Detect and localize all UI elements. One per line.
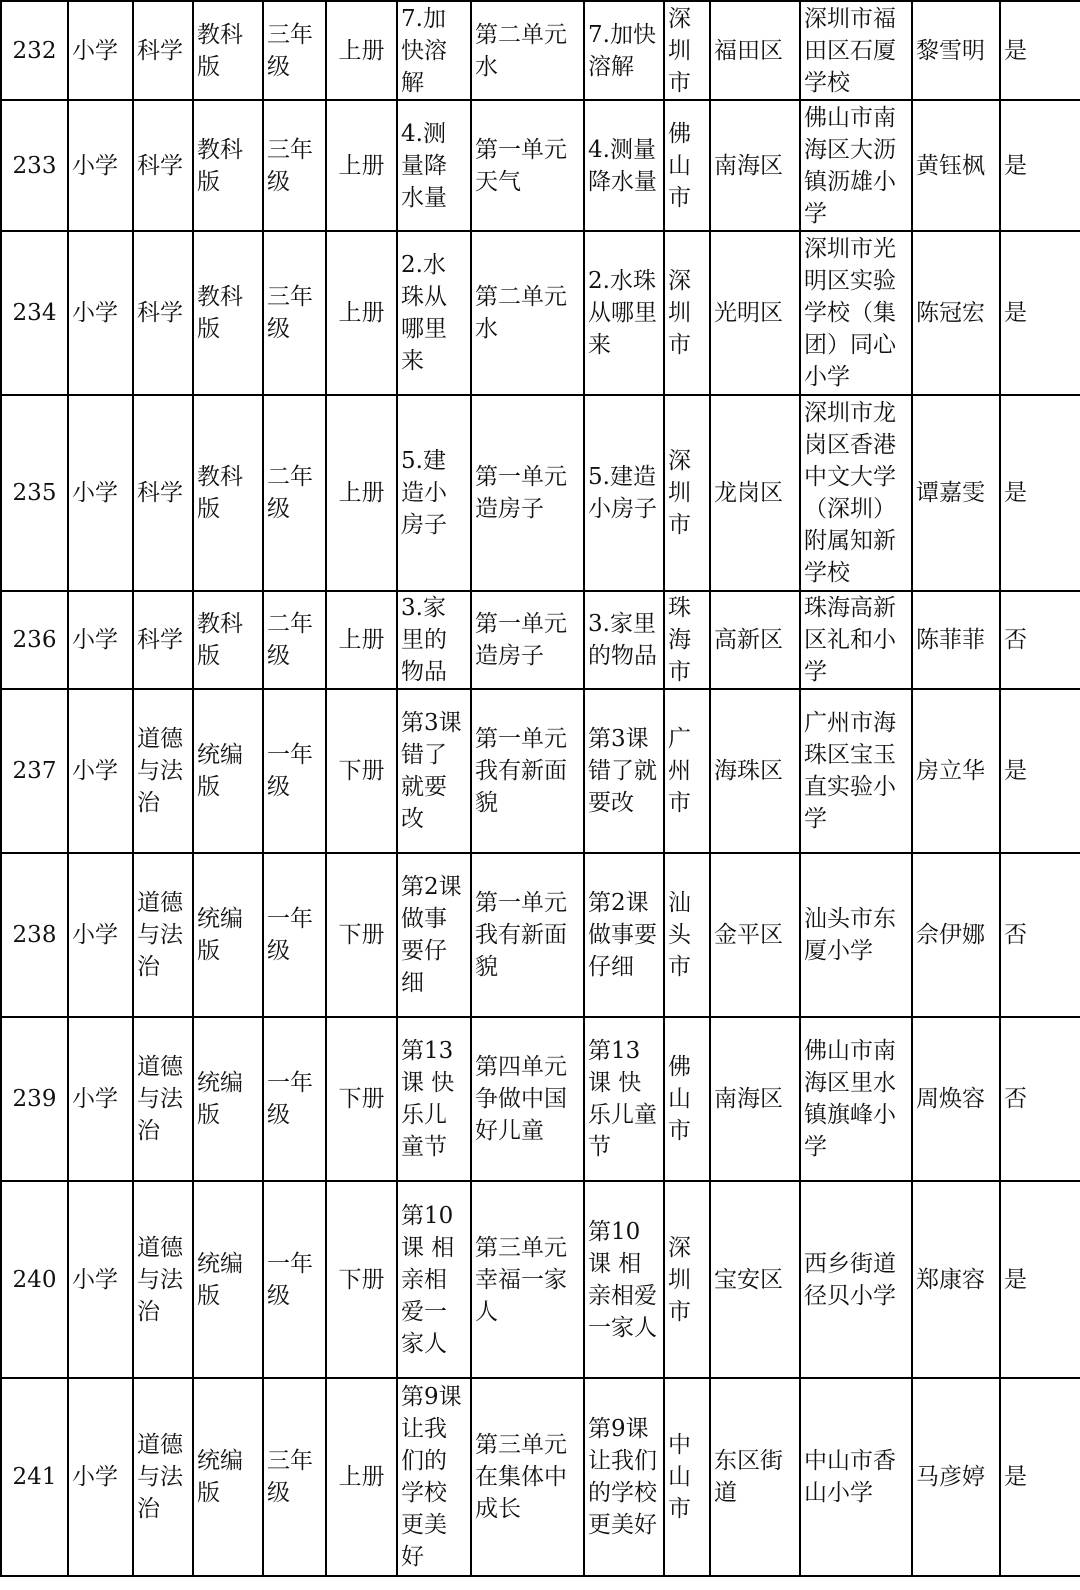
lesson-title: 第13课 快乐儿童节 xyxy=(397,1017,471,1181)
city: 深圳市 xyxy=(664,1,710,100)
lesson-title: 5.建造小房子 xyxy=(397,395,471,591)
school-name: 深圳市龙岗区香港中文大学（深圳）附属知新学校 xyxy=(800,395,912,591)
grade: 一年级 xyxy=(263,689,326,853)
school-name: 广州市海珠区宝玉直实验小学 xyxy=(800,689,912,853)
school-name: 西乡街道径贝小学 xyxy=(800,1181,912,1378)
yes-no-flag: 是 xyxy=(1000,395,1080,591)
district: 南海区 xyxy=(710,100,800,231)
district: 南海区 xyxy=(710,1017,800,1181)
volume: 上册 xyxy=(326,1378,397,1576)
district: 龙岗区 xyxy=(710,395,800,591)
teacher-name: 周焕容 xyxy=(912,1017,1000,1181)
grade: 三年级 xyxy=(263,231,326,395)
row-number: 237 xyxy=(1,689,68,853)
table-row xyxy=(1,395,1080,591)
city: 深圳市 xyxy=(664,1181,710,1378)
table-row xyxy=(1,1017,1080,1181)
city: 深圳市 xyxy=(664,231,710,395)
school-stage: 小学 xyxy=(68,689,133,853)
district: 福田区 xyxy=(710,1,800,100)
textbook-version: 教科版 xyxy=(193,395,263,591)
yes-no-flag: 是 xyxy=(1000,100,1080,231)
grade: 三年级 xyxy=(263,1378,326,1576)
volume: 上册 xyxy=(326,100,397,231)
yes-no-flag: 是 xyxy=(1000,1378,1080,1576)
school-name: 深圳市光明区实验学校（集团）同心小学 xyxy=(800,231,912,395)
unit-title: 第一单元 我有新面貌 xyxy=(471,853,584,1017)
school-stage: 小学 xyxy=(68,1017,133,1181)
yes-no-flag: 是 xyxy=(1000,689,1080,853)
teacher-name: 佘伊娜 xyxy=(912,853,1000,1017)
lesson-title-repeat: 第13课 快乐儿童节 xyxy=(584,1017,664,1181)
school-name: 深圳市福田区石厦学校 xyxy=(800,1,912,100)
subject: 道德与法治 xyxy=(133,689,193,853)
volume: 下册 xyxy=(326,1181,397,1378)
unit-title: 第二单元水 xyxy=(471,1,584,100)
row-number: 236 xyxy=(1,591,68,689)
table-row xyxy=(1,1181,1080,1378)
unit-title: 第二单元水 xyxy=(471,231,584,395)
lesson-title-repeat: 2.水珠从哪里来 xyxy=(584,231,664,395)
district: 高新区 xyxy=(710,591,800,689)
lesson-title-repeat: 5.建造小房子 xyxy=(584,395,664,591)
table-row xyxy=(1,1,1080,100)
teacher-name: 陈菲菲 xyxy=(912,591,1000,689)
lesson-title-repeat: 第2课 做事要仔细 xyxy=(584,853,664,1017)
city: 汕头市 xyxy=(664,853,710,1017)
lesson-title: 第10课 相亲相爱一家人 xyxy=(397,1181,471,1378)
table-row xyxy=(1,231,1080,395)
school-stage: 小学 xyxy=(68,395,133,591)
yes-no-flag: 否 xyxy=(1000,853,1080,1017)
school-stage: 小学 xyxy=(68,853,133,1017)
school-stage: 小学 xyxy=(68,100,133,231)
school-name: 汕头市东厦小学 xyxy=(800,853,912,1017)
row-number: 232 xyxy=(1,1,68,100)
grade: 一年级 xyxy=(263,1181,326,1378)
subject: 道德与法治 xyxy=(133,853,193,1017)
teacher-name: 郑康容 xyxy=(912,1181,1000,1378)
lesson-title: 第2课 做事要仔细 xyxy=(397,853,471,1017)
school-stage: 小学 xyxy=(68,1378,133,1576)
school-stage: 小学 xyxy=(68,231,133,395)
district: 金平区 xyxy=(710,853,800,1017)
lesson-title: 7.加快溶解 xyxy=(397,1,471,100)
textbook-version: 教科版 xyxy=(193,591,263,689)
teacher-name: 黄钰枫 xyxy=(912,100,1000,231)
city: 中山市 xyxy=(664,1378,710,1576)
city: 佛山市 xyxy=(664,100,710,231)
grade: 三年级 xyxy=(263,100,326,231)
school-stage: 小学 xyxy=(68,591,133,689)
volume: 上册 xyxy=(326,591,397,689)
lesson-title-repeat: 4.测量降水量 xyxy=(584,100,664,231)
school-stage: 小学 xyxy=(68,1181,133,1378)
lesson-title-repeat: 7.加快溶解 xyxy=(584,1,664,100)
table-row xyxy=(1,591,1080,689)
textbook-version: 教科版 xyxy=(193,231,263,395)
subject: 科学 xyxy=(133,100,193,231)
subject: 科学 xyxy=(133,591,193,689)
teacher-name: 陈冠宏 xyxy=(912,231,1000,395)
volume: 下册 xyxy=(326,853,397,1017)
school-name: 佛山市南海区大沥镇沥雄小学 xyxy=(800,100,912,231)
row-number: 235 xyxy=(1,395,68,591)
subject: 道德与法治 xyxy=(133,1378,193,1576)
textbook-version: 统编版 xyxy=(193,1181,263,1378)
subject: 科学 xyxy=(133,1,193,100)
school-stage: 小学 xyxy=(68,1,133,100)
unit-title: 第一单元造房子 xyxy=(471,395,584,591)
teacher-name: 黎雪明 xyxy=(912,1,1000,100)
city: 广州市 xyxy=(664,689,710,853)
table-row xyxy=(1,100,1080,231)
lesson-title: 第3课 错了就要改 xyxy=(397,689,471,853)
textbook-version: 统编版 xyxy=(193,1017,263,1181)
grade: 二年级 xyxy=(263,591,326,689)
lesson-title-repeat: 3.家里的物品 xyxy=(584,591,664,689)
volume: 下册 xyxy=(326,1017,397,1181)
table-row xyxy=(1,1378,1080,1576)
teacher-name: 谭嘉雯 xyxy=(912,395,1000,591)
district: 海珠区 xyxy=(710,689,800,853)
yes-no-flag: 是 xyxy=(1000,1,1080,100)
school-name: 珠海高新区礼和小学 xyxy=(800,591,912,689)
unit-title: 第三单元在集体中成长 xyxy=(471,1378,584,1576)
grade: 二年级 xyxy=(263,395,326,591)
district: 宝安区 xyxy=(710,1181,800,1378)
unit-title: 第四单元 争做中国好儿童 xyxy=(471,1017,584,1181)
table-row xyxy=(1,853,1080,1017)
subject: 道德与法治 xyxy=(133,1017,193,1181)
lesson-title-repeat: 第3课 错了就要改 xyxy=(584,689,664,853)
city: 佛山市 xyxy=(664,1017,710,1181)
teacher-name: 房立华 xyxy=(912,689,1000,853)
textbook-version: 教科版 xyxy=(193,100,263,231)
textbook-version: 统编版 xyxy=(193,1378,263,1576)
lesson-title: 3.家里的物品 xyxy=(397,591,471,689)
yes-no-flag: 是 xyxy=(1000,1181,1080,1378)
unit-title: 第一单元天气 xyxy=(471,100,584,231)
table-row xyxy=(1,689,1080,853)
row-number: 238 xyxy=(1,853,68,1017)
yes-no-flag: 否 xyxy=(1000,591,1080,689)
subject: 科学 xyxy=(133,395,193,591)
subject: 科学 xyxy=(133,231,193,395)
textbook-version: 统编版 xyxy=(193,689,263,853)
grade: 三年级 xyxy=(263,1,326,100)
district: 光明区 xyxy=(710,231,800,395)
city: 深圳市 xyxy=(664,395,710,591)
teacher-name: 马彦婷 xyxy=(912,1378,1000,1576)
subject: 道德与法治 xyxy=(133,1181,193,1378)
volume: 上册 xyxy=(326,395,397,591)
textbook-version: 统编版 xyxy=(193,853,263,1017)
lesson-title-repeat: 第9课让我们的学校更美好 xyxy=(584,1378,664,1576)
row-number: 233 xyxy=(1,100,68,231)
volume: 上册 xyxy=(326,231,397,395)
unit-title: 第三单元 幸福一家人 xyxy=(471,1181,584,1378)
grade: 一年级 xyxy=(263,853,326,1017)
city: 珠海市 xyxy=(664,591,710,689)
lesson-title-repeat: 第10课 相亲相爱一家人 xyxy=(584,1181,664,1378)
row-number: 239 xyxy=(1,1017,68,1181)
row-number: 240 xyxy=(1,1181,68,1378)
district: 东区街道 xyxy=(710,1378,800,1576)
unit-title: 第一单元造房子 xyxy=(471,591,584,689)
school-name: 中山市香山小学 xyxy=(800,1378,912,1576)
yes-no-flag: 是 xyxy=(1000,231,1080,395)
row-number: 241 xyxy=(1,1378,68,1576)
volume: 下册 xyxy=(326,689,397,853)
volume: 上册 xyxy=(326,1,397,100)
unit-title: 第一单元 我有新面貌 xyxy=(471,689,584,853)
lesson-title: 第9课让我们的学校更美好 xyxy=(397,1378,471,1576)
yes-no-flag: 否 xyxy=(1000,1017,1080,1181)
row-number: 234 xyxy=(1,231,68,395)
lesson-title: 2.水珠从哪里来 xyxy=(397,231,471,395)
grade: 一年级 xyxy=(263,1017,326,1181)
lesson-title: 4.测量降水量 xyxy=(397,100,471,231)
textbook-version: 教科版 xyxy=(193,1,263,100)
school-name: 佛山市南海区里水镇旗峰小学 xyxy=(800,1017,912,1181)
